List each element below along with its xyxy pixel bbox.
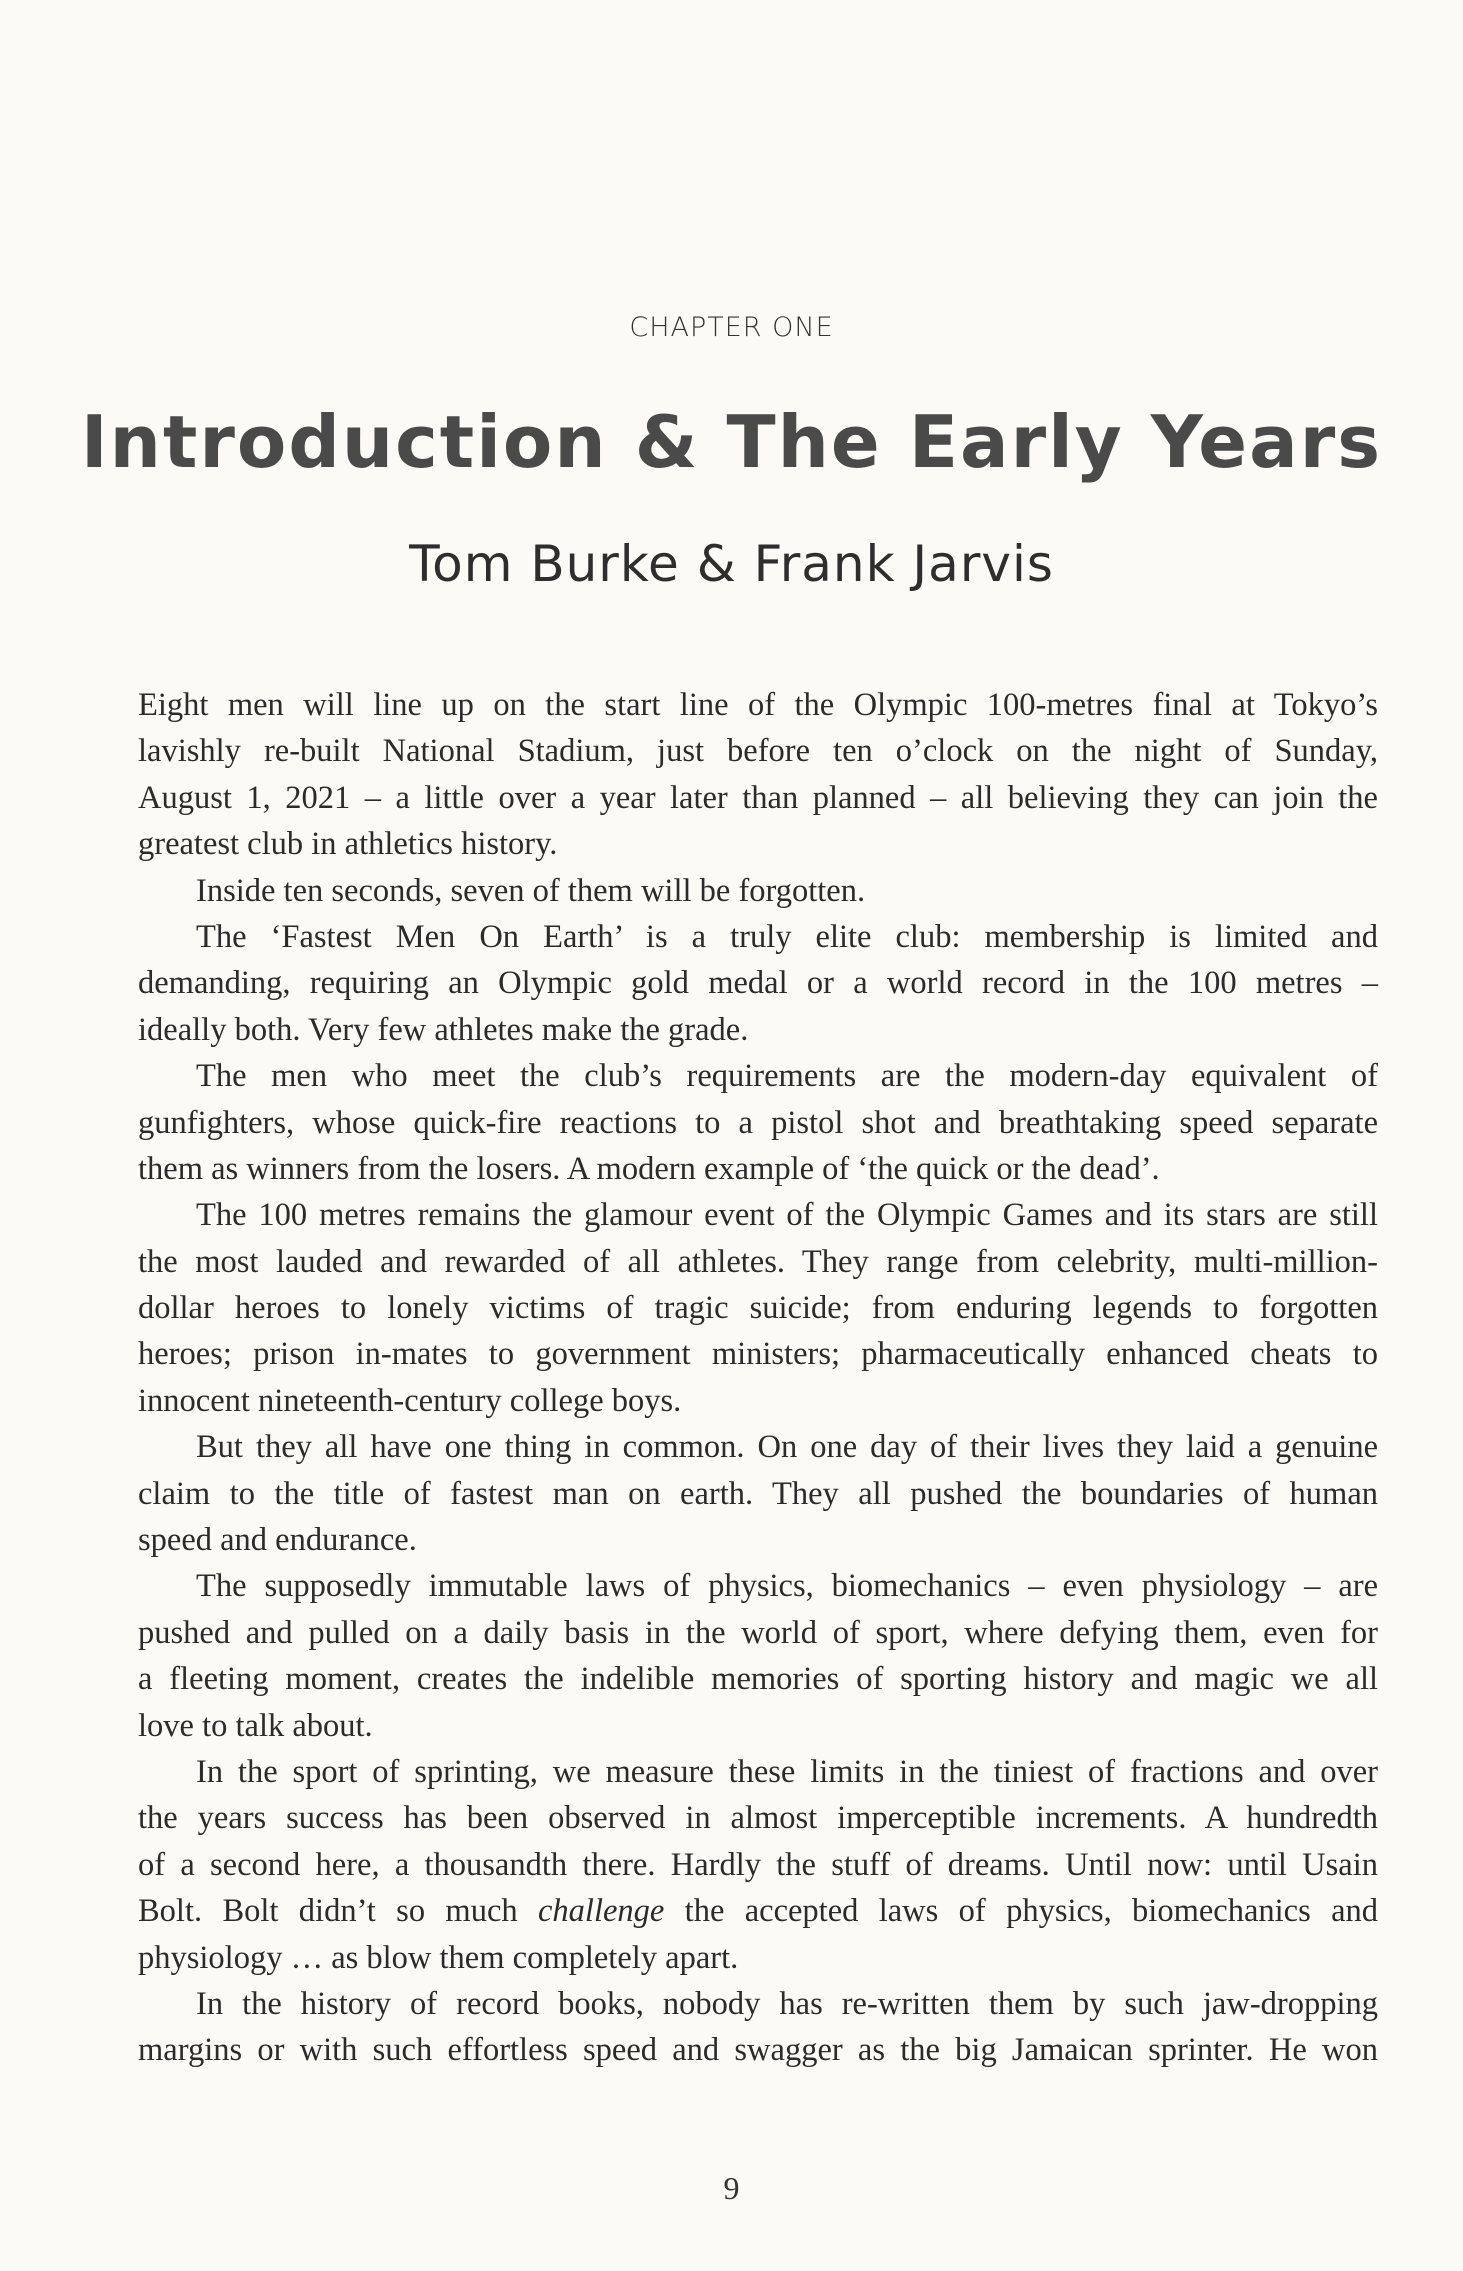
- text-line: ideally both. Very few athletes make the grade.: [138, 1011, 749, 1048]
- text-line: claim to the title of fastest man on earth. They all pushed the boundaries of human: [138, 1475, 1378, 1512]
- text-line: the years success has been observed in almost imperceptible increments. A hundredth: [138, 1800, 1378, 1837]
- text-line: Eight men will line up on the start line of the Olympic 100-metres final at Tokyo’s: [138, 687, 1378, 723]
- chapter-authors: Tom Burke & Frank Jarvis: [409, 535, 1054, 593]
- text-line: pushed and pulled on a daily basis in the world of sport, where defying them, even for: [138, 1614, 1378, 1651]
- page-number: 9: [723, 2170, 740, 2206]
- text-line: In the sport of sprinting, we measure these limits in the tiniest of fractions and over: [196, 1753, 1378, 1790]
- text-line: Inside ten seconds, seven of them will be forgotten.: [196, 872, 866, 909]
- text-line: speed and endurance.: [138, 1522, 417, 1559]
- text-line: The 100 metres remains the glamour event of the Olympic Games and its stars are still: [196, 1197, 1378, 1234]
- chapter-label: CHAPTER ONE: [629, 312, 834, 343]
- text-line: physiology … as blow them completely apart.: [138, 1939, 739, 1976]
- text-line: gunfighters, whose quick-fire reactions to a pistol shot and breathtaking speed separate: [138, 1104, 1378, 1141]
- text-line: August 1, 2021 – a little over a year later than planned – all believing they can join the: [138, 779, 1378, 816]
- text-line: heroes; prison in-mates to government ministers; pharmaceutically enhanced cheats to: [138, 1336, 1378, 1373]
- text-line: The ‘Fastest Men On Earth’ is a truly elite club: membership is limited and: [196, 918, 1378, 955]
- text-line: But they all have one thing in common. On one day of their lives they laid a genuine: [196, 1429, 1378, 1466]
- chapter-title: Introduction & The Early Years: [80, 400, 1383, 484]
- text-line: a fleeting moment, creates the indelible memories of sporting history and magic we all: [138, 1661, 1378, 1698]
- text-line: The supposedly immutable laws of physics, biomechanics – even physiology – are: [196, 1568, 1378, 1605]
- text-line: innocent nineteenth-century college boys.: [138, 1382, 682, 1419]
- emphasis: challenge: [537, 1893, 665, 1930]
- text-line: Bolt. Bolt didn’t so much challenge the accepted laws of physics, biomechanics and: [138, 1893, 1378, 1930]
- text-line: margins or with such effortless speed and swagger as the big Jamaican sprinter. He won: [138, 2032, 1378, 2069]
- text-line: love to talk about.: [138, 1707, 373, 1744]
- text-line: greatest club in athletics history.: [138, 826, 558, 863]
- text-line: dollar heroes to lonely victims of tragic suicide; from enduring legends to forgotten: [138, 1290, 1378, 1327]
- text-line: In the history of record books, nobody has re-written them by such jaw-dropping: [196, 1985, 1378, 2022]
- body-text: [138, 682, 1378, 2074]
- text-line: demanding, requiring an Olympic gold medal or a world record in the 100 metres –: [138, 965, 1378, 1002]
- text-line: of a second here, a thousandth there. Hardly the stuff of dreams. Until now: until Usain: [138, 1846, 1378, 1883]
- text-line: them as winners from the losers. A modern example of ‘the quick or the dead’.: [138, 1150, 1160, 1187]
- text-line: lavishly re-built National Stadium, just before ten o’clock on the night of Sunday,: [138, 733, 1378, 770]
- text-line: The men who meet the club’s requirements are the modern-day equivalent of: [196, 1058, 1378, 1095]
- text-line: the most lauded and rewarded of all athletes. They range from celebrity, multi-million-: [138, 1243, 1378, 1280]
